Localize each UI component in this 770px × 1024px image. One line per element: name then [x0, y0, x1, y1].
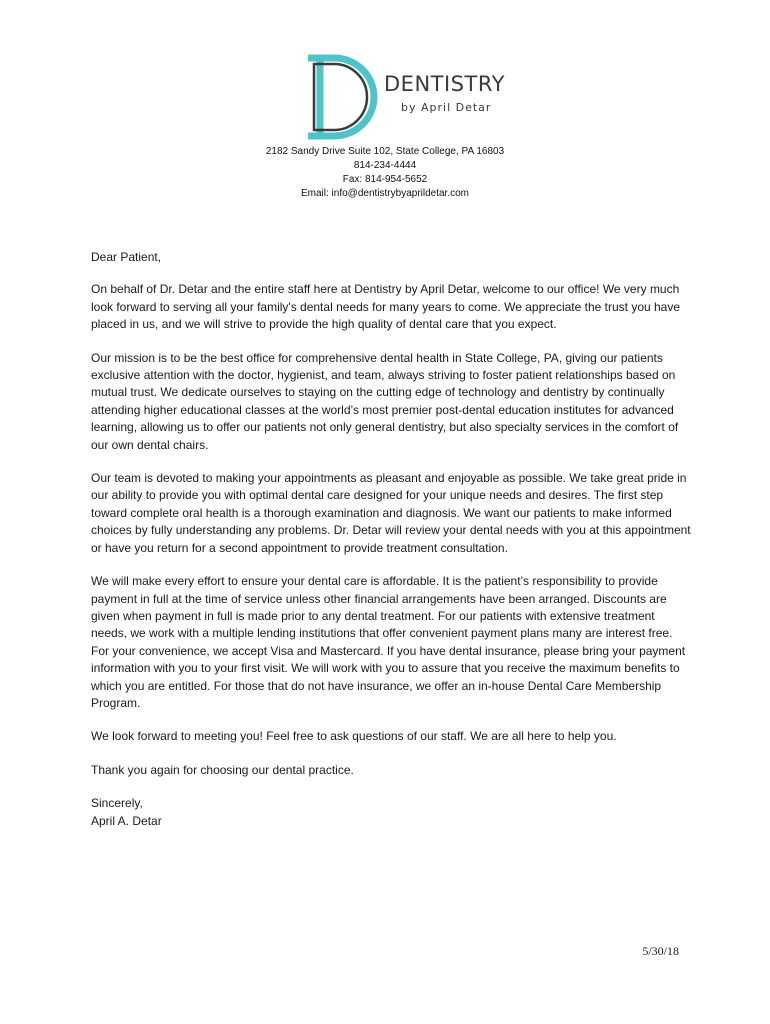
address-line: 2182 Sandy Drive Suite 102, State College, PA 16803	[265, 146, 505, 157]
paragraph-meeting: We look forward to meeting you! Feel free to ask questions of our staff. We are all here to help you.	[91, 729, 617, 744]
closing: Sincerely,	[91, 796, 143, 811]
paragraph-welcome: On behalf of Dr. Detar and the entire staff here at Dentistry by April Detar, welcome to our office! We very much look forward to serving all your family's dental needs for many years to come. We appreciate the trust you have placed in us, and we will strive to provide the high quality of dental care that you expect.	[91, 282, 681, 332]
signature-name: April A. Detar	[91, 813, 162, 828]
email-line: Email: info@dentistrybyaprildetar.com	[301, 188, 469, 199]
paragraph-payment: We will make every effort to ensure your dental care is affordable. It is the patient’s responsibility to provide payment in full at the time of service unless other financial arrangements have been arranged. Discounts are given when payment in full is made prior to any dental treatment. For our patients with extensive treatment needs, we work with a multiple lending institutions that offer convenient payment plans many are interest free. For your convenience, we accept Visa and Mastercard. If you have dental insurance, please bring your payment information with you to your first visit. We will work with you to assure that you receive the maximum benefits to which you are entitled. For those that do not have insurance, we offer an in-house Dental Care Membership Program.	[91, 574, 686, 710]
contact-block	[0, 145, 770, 201]
logo-title: DENTISTRY	[384, 72, 505, 96]
fax-line: Fax: 814-954-5652	[342, 174, 428, 185]
paragraph-mission: Our mission is to be the best office for comprehensive dental health in State College, PA, giving our patients exclusive attention with the doctor, hygienist, and team, always striving to foster patient relationships based on mutual trust. We dedicate ourselves to staying on the cutting edge of technology and dentistry by continually attending higher educational classes at the world’s most premier post-dental education institutes for advanced learning, allowing us to offer our patients not only general dentistry, but also specialty services in the comfort of our own dental chairs.	[91, 350, 679, 452]
d-monogram-icon	[300, 54, 384, 140]
practice-logo	[300, 54, 510, 140]
greeting: Dear Patient,	[91, 250, 162, 264]
letter-body	[91, 249, 691, 830]
letter-date: 5/30/18	[642, 944, 679, 958]
logo-subtitle: by April Detar	[401, 101, 492, 114]
paragraph-team: Our team is devoted to making your appointments as pleasant and enjoyable as possible. We take great pride in our ability to provide you with optimal dental care designed for your unique needs and desires. The first step toward complete oral health is a thorough examination and diagnosis. We want our patients to make informed choices by fully understanding any problems. Dr. Detar will review your dental needs with you at this appointment or have you return for a second appointment to provide treatment consultation.	[91, 471, 691, 555]
paragraph-thanks: Thank you again for choosing our dental practice.	[91, 762, 354, 777]
phone-line: 814-234-4444	[353, 160, 417, 171]
